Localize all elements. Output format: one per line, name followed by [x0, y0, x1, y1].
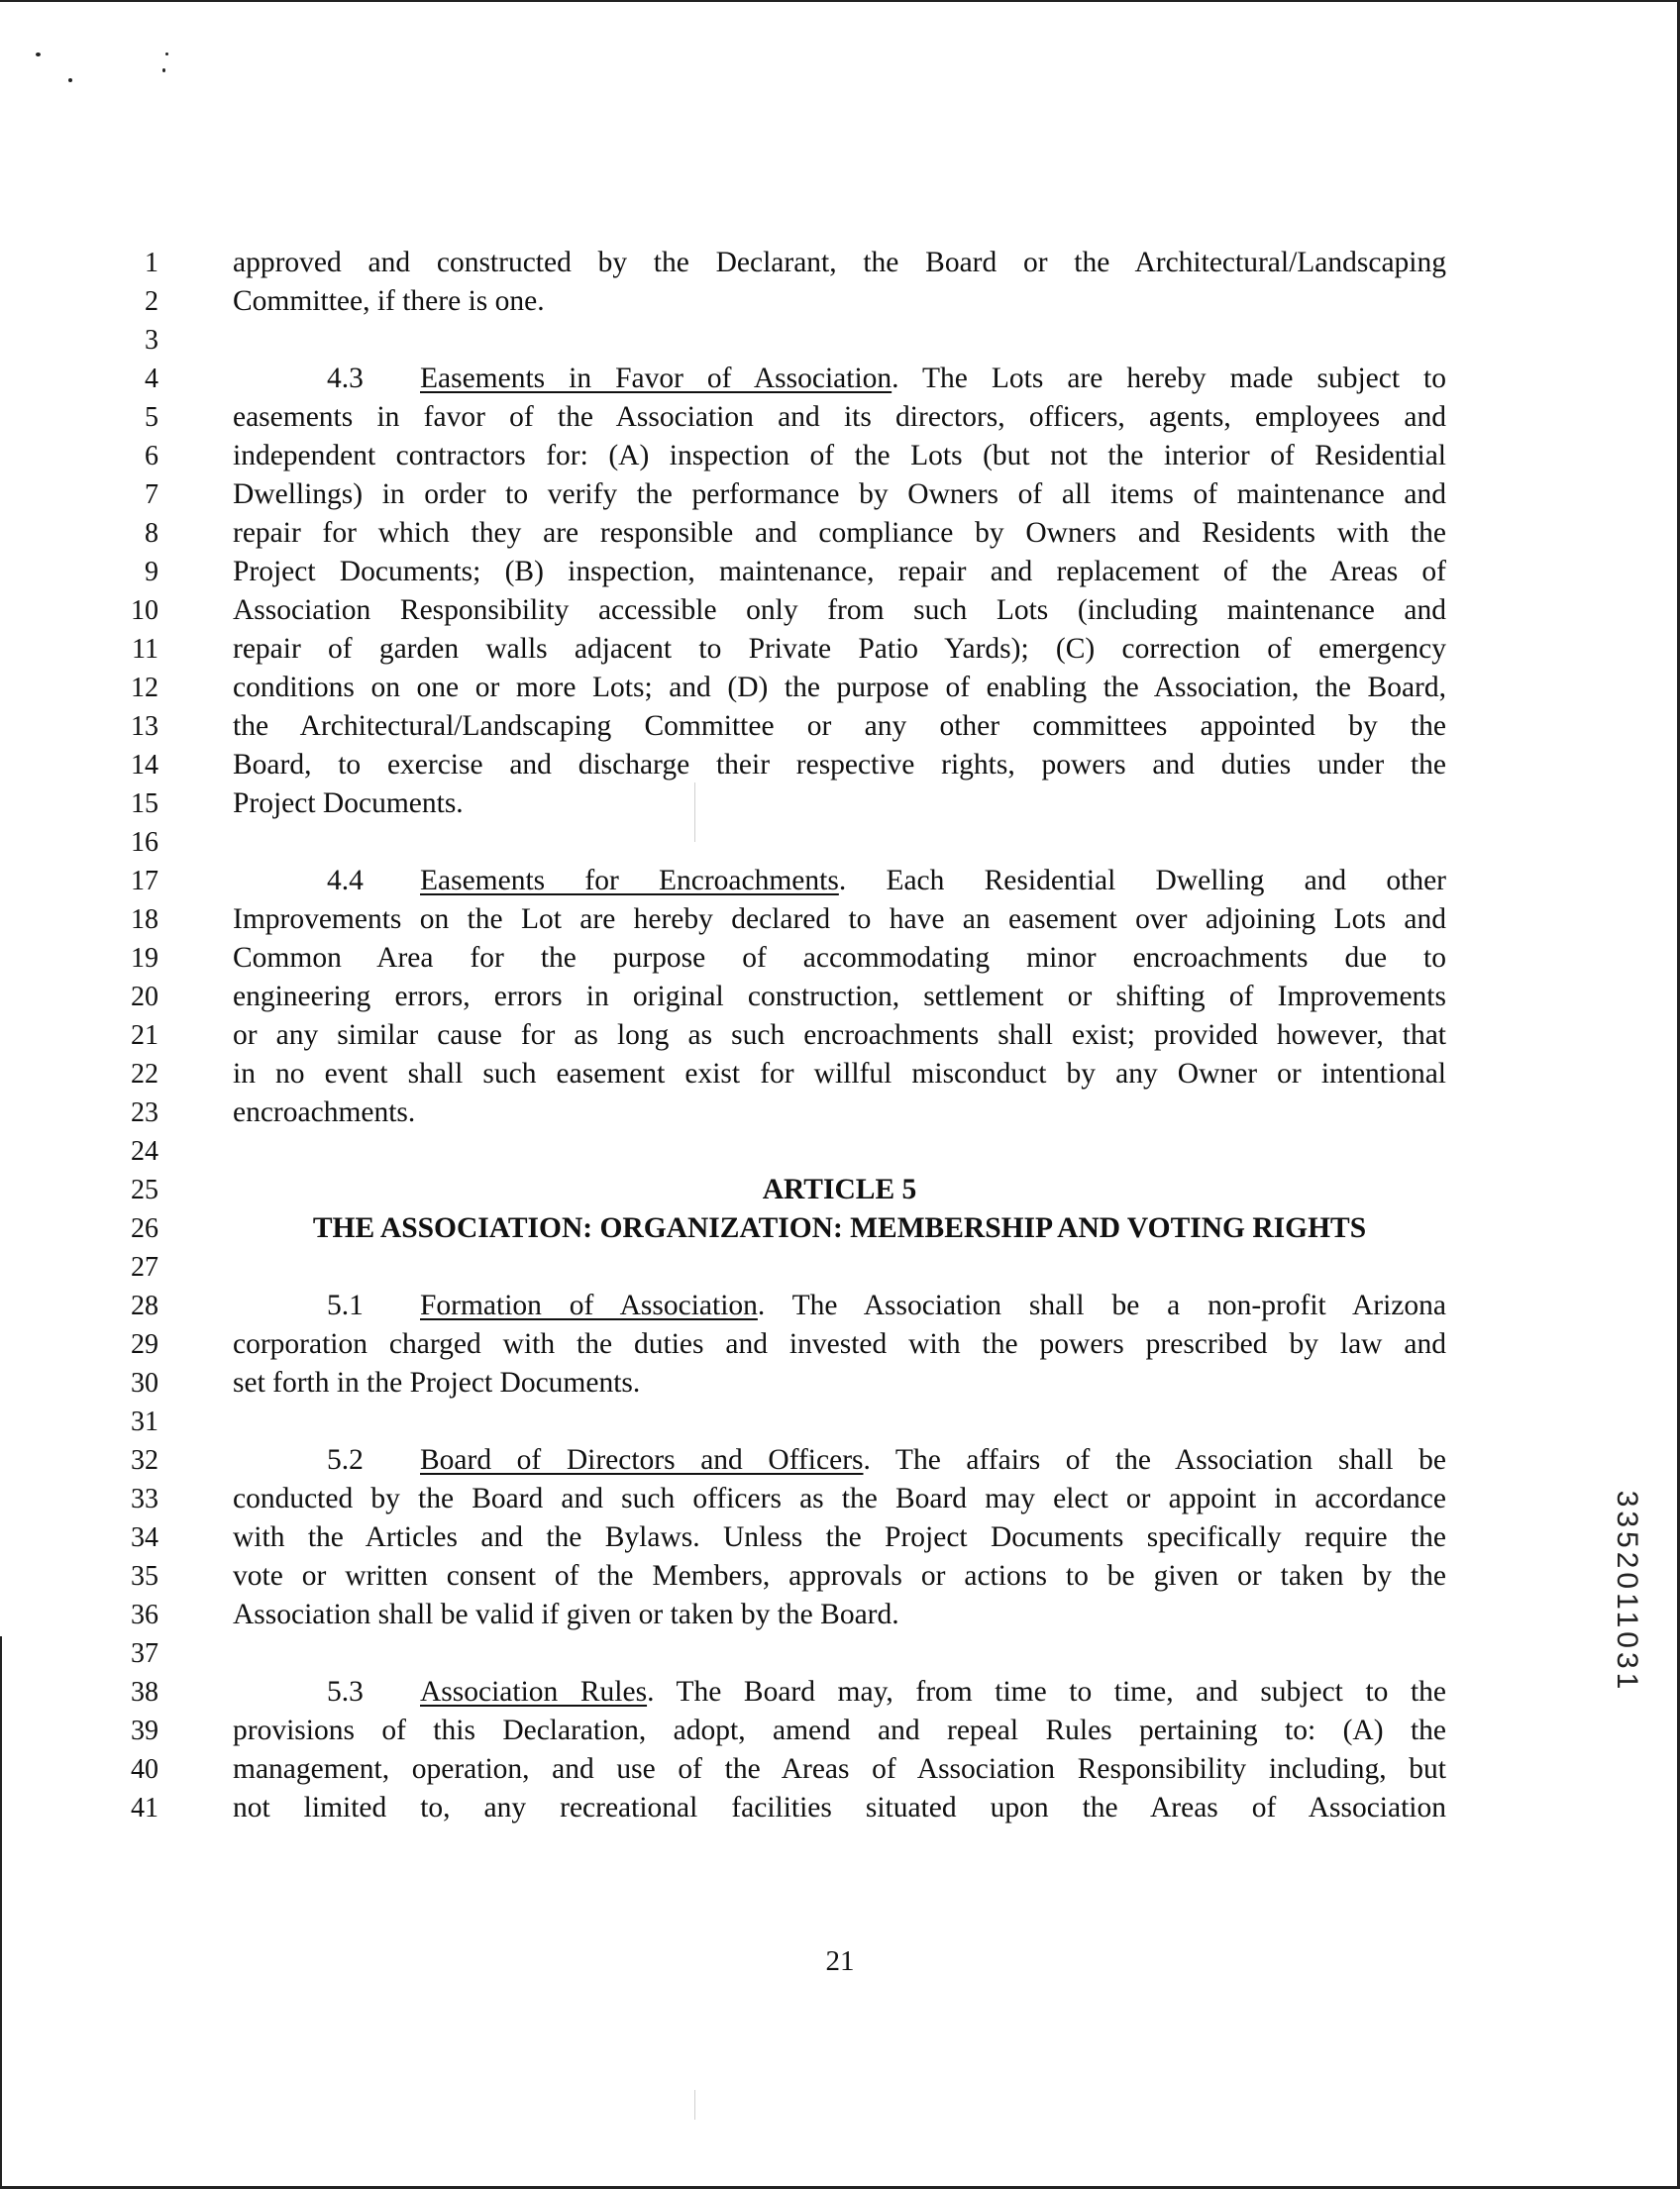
body-line: conducted by the Board and such officers as the Board may elect or appoint in accordance — [233, 1483, 1446, 1514]
line-number: 12 — [131, 673, 158, 703]
section-title: Board of Directors and Officers — [420, 1444, 864, 1476]
body-line: approved and constructed by the Declarant, the Board or the Architectural/Landscaping — [233, 247, 1446, 278]
body-line: vote or written consent of the Members, approvals or actions to be given or taken by the — [233, 1560, 1446, 1592]
line-number: 13 — [131, 711, 158, 742]
line-number: 23 — [131, 1097, 158, 1128]
section-5-3-heading-line — [327, 1673, 1446, 1712]
body-line: Improvements on the Lot are hereby declared to have an easement over adjoining Lots and — [233, 903, 1446, 935]
line-number: 29 — [131, 1329, 158, 1360]
line-number: 14 — [131, 750, 158, 781]
line-number: 25 — [131, 1175, 158, 1205]
body-line: provisions of this Declaration, adopt, amend and repeal Rules pertaining to: (A) the — [233, 1715, 1446, 1746]
section-title: Association Rules — [420, 1676, 648, 1708]
body-line: engineering errors, errors in original construction, settlement or shifting of Improvements — [233, 981, 1446, 1012]
line-number: 35 — [131, 1561, 158, 1592]
body-line: repair for which they are responsible and compliance by Owners and Residents with the — [233, 517, 1446, 549]
line-number: 4 — [145, 364, 158, 394]
body-line: Association Responsibility accessible only from such Lots (including maintenance and — [233, 594, 1446, 626]
line-number: 33 — [131, 1484, 158, 1514]
body-text: . The affairs of the Association shall be — [863, 1444, 1446, 1476]
body-text: . Each Residential Dwelling and other — [838, 865, 1446, 896]
line-number: 16 — [131, 827, 158, 858]
article-title: THE ASSOCIATION: ORGANIZATION: MEMBERSHIP AND VOTING RIGHTS — [312, 1212, 1367, 1244]
body-line: the Architectural/Landscaping Committee or any other committees appointed by the — [233, 710, 1446, 742]
line-number: 19 — [131, 943, 158, 974]
line-number: 38 — [131, 1677, 158, 1708]
line-number: 21 — [131, 1020, 158, 1051]
body-line: management, operation, and use of the Areas of Association Responsibility including, but — [233, 1753, 1446, 1785]
body-line: not limited to, any recreational facilities situated upon the Areas of Association — [233, 1792, 1446, 1824]
section-number: 4.3 — [327, 363, 364, 394]
body-line: set forth in the Project Documents. — [233, 1367, 641, 1399]
scan-speck — [165, 52, 168, 55]
line-number: 20 — [131, 982, 158, 1012]
body-line: in no event shall such easement exist for willful misconduct by any Owner or intentional — [233, 1058, 1446, 1090]
line-number: 26 — [131, 1213, 158, 1244]
line-number: 31 — [131, 1407, 158, 1437]
body-text: . The Association shall be a non-profit Arizona — [757, 1290, 1446, 1321]
line-number: 8 — [145, 518, 158, 549]
body-line: Board, to exercise and discharge their respective rights, powers and duties under the — [233, 749, 1446, 781]
line-number: 7 — [145, 479, 158, 510]
section-5-1-heading-line — [327, 1287, 1446, 1325]
section-number: 5.3 — [327, 1676, 364, 1708]
scan-artifact — [694, 2090, 695, 2120]
line-number: 34 — [131, 1522, 158, 1553]
body-line: Common Area for the purpose of accommodating minor encroachments due to — [233, 942, 1446, 974]
section-number: 4.4 — [327, 865, 364, 896]
line-number: 1 — [145, 248, 158, 278]
body-line: encroachments. — [233, 1096, 416, 1128]
scan-speck — [36, 52, 41, 56]
line-number: 36 — [131, 1600, 158, 1630]
scan-border-top — [0, 0, 1680, 2]
body-line: Committee, if there is one. — [233, 285, 545, 317]
body-line: conditions on one or more Lots; and (D) the purpose of enabling the Association, the Board, — [233, 672, 1446, 703]
section-number: 5.1 — [327, 1290, 364, 1321]
line-number: 28 — [131, 1291, 158, 1321]
section-4-3-heading-line — [327, 360, 1446, 398]
article-label: ARTICLE 5 — [762, 1174, 917, 1205]
body-line: easements in favor of the Association and its directors, officers, agents, employees and — [233, 401, 1446, 433]
scan-speck — [68, 78, 72, 82]
line-number: 15 — [131, 788, 158, 819]
line-number: 32 — [131, 1445, 158, 1476]
recording-stamp: 3352011031 — [1611, 1490, 1643, 1694]
body-line: Association shall be valid if given or taken by the Board. — [233, 1599, 899, 1630]
section-title: Formation of Association — [420, 1290, 758, 1321]
line-number: 11 — [132, 634, 158, 665]
body-text: . The Lots are hereby made subject to — [892, 363, 1446, 394]
line-number: 24 — [131, 1136, 158, 1167]
line-number: 3 — [145, 325, 158, 356]
body-line: or any similar cause for as long as such encroachments shall exist; provided however, that — [233, 1019, 1446, 1051]
line-number: 18 — [131, 904, 158, 935]
scan-border-left — [0, 1636, 2, 2189]
body-line: Project Documents. — [233, 787, 464, 819]
line-number: 37 — [131, 1638, 158, 1669]
line-number: 27 — [131, 1252, 158, 1283]
line-number: 5 — [145, 402, 158, 433]
line-number: 2 — [145, 286, 158, 317]
line-number: 39 — [131, 1716, 158, 1746]
section-title: Easements in Favor of Association — [420, 363, 892, 394]
body-line: corporation charged with the duties and invested with the powers prescribed by law and — [233, 1328, 1446, 1360]
body-line: Dwellings) in order to verify the performance by Owners of all items of maintenance and — [233, 478, 1446, 510]
scan-speck — [162, 68, 165, 72]
line-number: 22 — [131, 1059, 158, 1090]
line-number: 17 — [131, 866, 158, 896]
section-4-4-heading-line — [327, 862, 1446, 900]
line-number: 10 — [131, 595, 158, 626]
section-title: Easements for Encroachments — [420, 865, 839, 896]
line-number: 9 — [145, 557, 158, 587]
body-line: with the Articles and the Bylaws. Unless the Project Documents specifically require the — [233, 1521, 1446, 1553]
line-number: 40 — [131, 1754, 158, 1785]
section-5-2-heading-line — [327, 1441, 1446, 1480]
body-text: . The Board may, from time to time, and subject to the — [647, 1676, 1446, 1708]
line-number: 6 — [145, 441, 158, 471]
line-number: 41 — [131, 1793, 158, 1824]
line-number: 30 — [131, 1368, 158, 1399]
page-number: 21 — [825, 1945, 855, 1977]
section-number: 5.2 — [327, 1444, 364, 1476]
body-line: independent contractors for: (A) inspection of the Lots (but not the interior of Residential — [233, 440, 1446, 471]
body-line: Project Documents; (B) inspection, maintenance, repair and replacement of the Areas of — [233, 556, 1446, 587]
body-line: repair of garden walls adjacent to Private Patio Yards); (C) correction of emergency — [233, 633, 1446, 665]
